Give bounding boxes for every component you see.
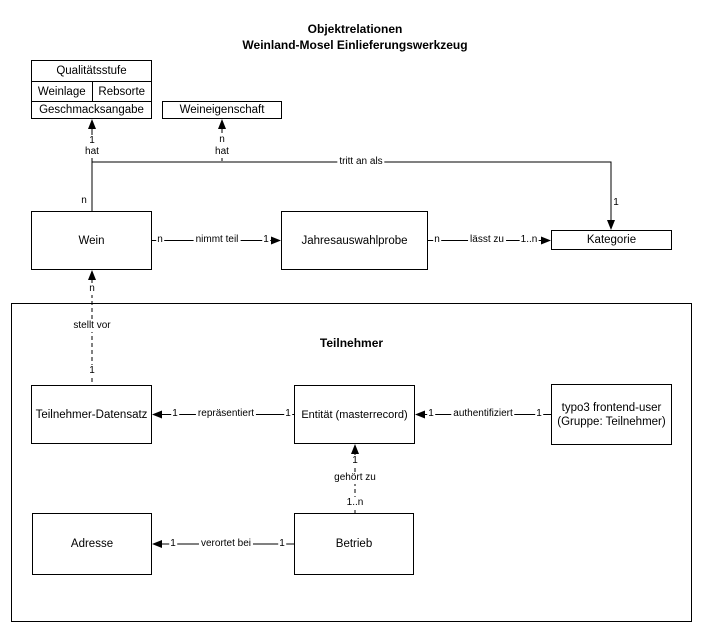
- mult-verortet-bei-right: 1: [279, 538, 285, 549]
- mult-verortet-bei-left: 1: [170, 538, 176, 549]
- mult-repraesentiert-right: 1: [285, 408, 291, 419]
- node-wein: Wein: [31, 211, 152, 270]
- mult-hat-qualitaetsstufe-n: n: [81, 195, 87, 206]
- mult-stellt-vor-n: n: [89, 283, 95, 294]
- mult-gehoert-zu-1n: 1..n: [346, 497, 364, 508]
- arrowhead-right-jahresauswahlprobe: [271, 237, 281, 245]
- edge-label-hat-weineigenschaft: hat: [215, 146, 229, 157]
- node-rebsorte: Rebsorte: [98, 85, 146, 98]
- arrowhead-up-wein: [88, 270, 96, 280]
- node-qualitaetsstufe: Qualitätsstufe: [56, 65, 127, 77]
- mult-hat-qualitaetsstufe-1: 1: [89, 135, 95, 146]
- page-title-line2: Weinland-Mosel Einlieferungswerkzeug: [242, 38, 468, 52]
- edge-label-repraesentiert: repräsentiert: [197, 408, 255, 419]
- node-weinlage: Weinlage: [32, 82, 93, 101]
- mult-laesst-zu-n: n: [434, 234, 440, 245]
- node-betrieb: Betrieb: [294, 513, 414, 575]
- edge-label-laesst-zu: lässt zu: [470, 234, 504, 245]
- node-geschmacksangabe: Geschmacksangabe: [32, 101, 151, 118]
- node-kategorie: Kategorie: [551, 230, 672, 250]
- edge-label-gehoert-zu: gehört zu: [334, 472, 376, 483]
- mult-repraesentiert-left: 1: [172, 408, 178, 419]
- mult-hat-weineigenschaft-n: n: [219, 134, 225, 145]
- node-qualitaetsstufe-group: [31, 60, 152, 119]
- node-typo3-frontend-user-line2: (Gruppe: Teilnehmer): [557, 415, 666, 428]
- mult-stellt-vor-1: 1: [89, 365, 95, 376]
- edge-label-stellt-vor: stellt vor: [73, 320, 111, 331]
- node-typo3-frontend-user-line1: typo3 frontend-user: [561, 401, 662, 414]
- node-jahresauswahlprobe: Jahresauswahlprobe: [281, 211, 428, 270]
- edge-label-tritt-an-als: tritt an als: [339, 156, 383, 167]
- edge-label-nimmt-teil: nimmt teil: [195, 234, 239, 245]
- node-typo3-frontend-user: [551, 384, 672, 445]
- edge-label-authentifiziert: authentifiziert: [453, 408, 513, 419]
- node-entitaet: Entität (masterrecord): [294, 385, 415, 444]
- arrowhead-up-geschmacksangabe: [88, 119, 96, 129]
- mult-nimmt-teil-n: n: [157, 234, 163, 245]
- mult-authentifiziert-left: 1: [428, 408, 434, 419]
- edge-label-verortet-bei: verortet bei: [200, 538, 252, 549]
- node-weineigenschaft: Weineigenschaft: [162, 101, 282, 119]
- node-adresse: Adresse: [32, 513, 152, 575]
- mult-gehoert-zu-1: 1: [352, 455, 358, 466]
- arrowhead-up-weineigenschaft: [218, 119, 226, 129]
- arrowhead-right-kategorie: [541, 237, 551, 245]
- mult-authentifiziert-right: 1: [536, 408, 542, 419]
- arrowhead-down-kategorie: [607, 220, 615, 230]
- mult-laesst-zu-1n: 1..n: [520, 234, 538, 245]
- teilnehmer-group-title: Teilnehmer: [319, 336, 384, 350]
- page-title-line1: Objektrelationen: [307, 22, 403, 36]
- mult-tritt-an-als-1: 1: [613, 197, 619, 208]
- node-teilnehmer-datensatz: Teilnehmer-Datensatz: [31, 385, 152, 444]
- page-title: [155, 21, 555, 53]
- edge-label-hat-qualitaetsstufe: hat: [85, 146, 99, 157]
- mult-nimmt-teil-1: 1: [263, 234, 269, 245]
